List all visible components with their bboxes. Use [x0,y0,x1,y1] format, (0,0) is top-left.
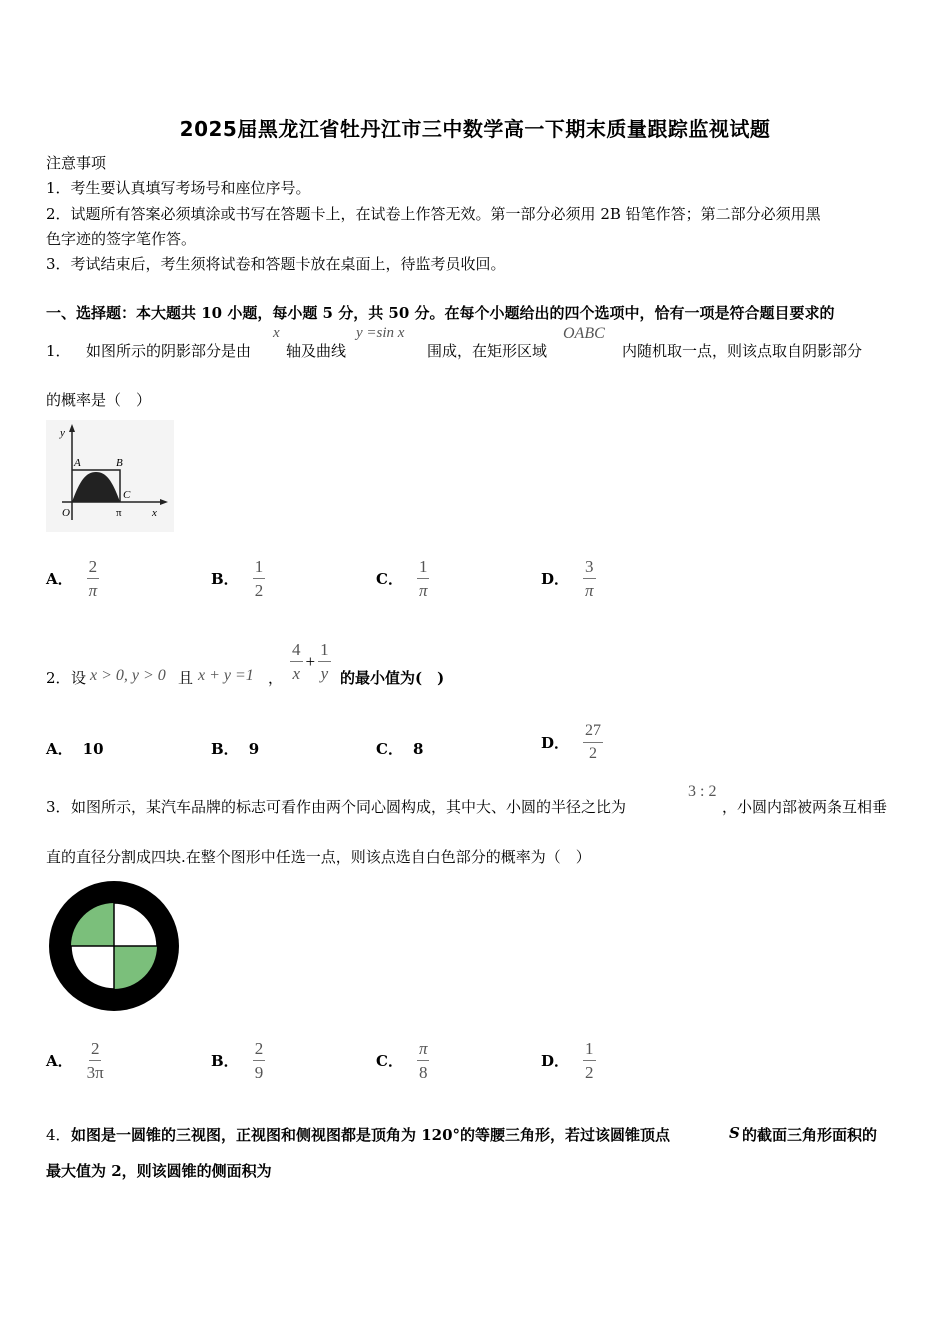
q1-fig-C-label: C [123,489,131,501]
q3-option-b-num: 2 [253,1040,266,1061]
q3-text-line2: 直的直径分割成四块.在整个图形中任选一点，则该点选自白色部分的概率为（ ） [46,848,591,866]
q1-option-b-label: B． [211,570,239,588]
q1-option-c[interactable] [376,558,429,599]
q1-option-c-num: 1 [417,558,430,579]
q2-text-1: 设 [71,669,87,687]
q3-option-d-den: 2 [585,1063,594,1082]
q3-option-a-num: 2 [89,1040,102,1061]
q3-option-c-den: 8 [418,1063,428,1082]
q1-text-4: 内随机取一点，则该点取自阴影部分 [622,342,863,360]
q3-option-b-label: B． [211,1052,239,1070]
q2-text-2: 且 [178,669,194,687]
q2-frac-4x-num: 4 [290,641,303,662]
q2-option-c[interactable] [376,738,423,759]
q2-frac-1y-num: 1 [318,641,331,662]
q1-option-b-num: 1 [253,558,266,579]
q2-option-b-value: 9 [248,739,260,758]
q3-option-c-value [417,1040,430,1081]
q1-option-b[interactable] [211,558,265,599]
notice-heading: 注意事项 [46,154,107,172]
notice-item-3: 3．考试结束后，考生须将试卷和答题卡放在桌面上，待监考员收回。 [46,255,506,273]
q3-number: 3． [46,798,71,816]
q3-option-b-den: 9 [254,1063,264,1082]
q1-option-a[interactable] [46,558,99,599]
q3-option-d[interactable] [541,1040,596,1081]
q2-plus: + [305,651,316,671]
q2-option-a[interactable] [46,738,104,759]
q1-option-a-den: π [88,581,98,600]
q1-option-c-label: C． [376,570,403,588]
q1-text-line2: 的概率是（ ） [46,391,152,409]
q2-frac-1y-den: y [320,664,329,683]
q2-number: 2． [46,669,71,687]
q3-option-d-value [583,1040,596,1081]
q1-option-d[interactable] [541,558,596,599]
section-heading: 一、选择题：本大题共 10 小题，每小题 5 分，共 50 分。在每个小题给出的四个选项中，恰有一项是符合题目要求的 [46,304,835,322]
q4-text-1: 如图是一圆锥的三视图，正视图和侧视图都是顶角为 120°的等腰三角形，若过该圆锥顶点 [71,1126,671,1144]
q2-text-4: 的最小值为( ) [340,669,445,687]
q4-text-line2: 最大值为 2，则该圆锥的侧面积为 [46,1162,272,1180]
q1-option-d-num: 3 [583,558,596,579]
q3-option-d-label: D． [541,1052,570,1070]
q2-option-a-label: A． [46,740,73,758]
q1-option-a-num: 2 [87,558,100,579]
q2-frac-1y [318,641,331,682]
q1-option-b-den: 2 [254,581,264,600]
q3-option-a-label: A． [46,1052,73,1070]
q1-math-x: x [273,325,280,341]
notice-item-2: 2．试题所有答案必须填涂或书写在答题卡上，在试卷上作答无效。第一部分必须用 2B 铅笔作答；第二部分必须用黑 [46,205,821,223]
q1-fig-x-label: x [152,507,157,519]
notice-item-2-cont: 色字迹的签字笔作答。 [46,230,197,248]
q1-math-curve: y =sin x [356,325,405,341]
q2-option-b-label: B． [211,740,239,758]
q1-text-1: 如图所示的阴影部分是由 [86,342,252,360]
q2-math-condition: x > 0, y > 0 [90,667,166,684]
q2-frac-4x [290,641,303,682]
q2-math-sum: x + y =1 [198,667,254,684]
q4-text-1b: 的截面三角形面积的 [742,1126,878,1144]
q1-option-d-value [583,558,596,599]
q3-option-c[interactable] [376,1040,429,1081]
q3-option-c-label: C． [376,1052,403,1070]
q1-option-a-label: A． [46,570,73,588]
q1-fig-B-label: B [116,457,123,469]
q1-option-c-value [417,558,430,599]
q2-frac-4x-den: x [292,664,301,683]
q3-option-b-value [253,1040,266,1081]
q3-option-b[interactable] [211,1040,265,1081]
q2-option-a-value: 10 [82,739,104,758]
q3-option-a-value [87,1040,104,1081]
q1-math-region: OABC [563,325,605,342]
q3-math-ratio: 3 : 2 [688,783,717,800]
q1-text-2: 轴及曲线 [286,342,347,360]
q2-option-d-den: 2 [589,745,598,762]
q1-fig-A-label: A [74,457,81,469]
q2-option-d-num: 27 [583,723,603,743]
q1-option-d-label: D． [541,570,570,588]
q2-option-b[interactable] [211,738,259,759]
q2-option-d[interactable] [541,723,603,762]
q2-option-d-label: D． [541,734,570,752]
q1-option-d-den: π [585,581,594,600]
q1-number: 1． [46,342,71,360]
q1-text-3: 围成，在矩形区域 [427,342,548,360]
page-title: 2025届黑龙江省牡丹江市三中数学高一下期末质量跟踪监视试题 [179,117,771,141]
q1-figure-sine-region [46,420,174,532]
q1-fig-y-label: y [60,427,65,439]
q3-figure-logo [48,880,180,1012]
q2-option-d-value [583,723,603,762]
q1-option-a-value [87,558,100,599]
q4-vertex-S: S [729,1124,740,1142]
q1-option-b-value [253,558,266,599]
q3-option-a[interactable] [46,1040,104,1081]
q3-option-d-num: 1 [583,1040,596,1061]
q3-option-c-num: π [417,1040,430,1061]
q3-text-2: ，小圆内部被两条互相垂 [722,798,888,816]
q1-fig-O-label: O [62,507,70,519]
q3-option-a-den: 3π [86,1063,104,1082]
q4-number: 4． [46,1126,71,1144]
q1-fig-pi-label: π [116,507,122,519]
q2-text-3: ， [268,669,284,687]
q3-text-1: 如图所示，某汽车品牌的标志可看作由两个同心圆构成，其中大、小圆的半径之比为 [71,798,627,816]
q1-option-c-den: π [418,581,428,600]
q2-option-c-label: C． [376,740,403,758]
notice-item-1: 1．考生要认真填写考场号和座位序号。 [46,179,311,197]
q2-option-c-value: 8 [412,739,424,758]
q2-expression [290,641,331,682]
